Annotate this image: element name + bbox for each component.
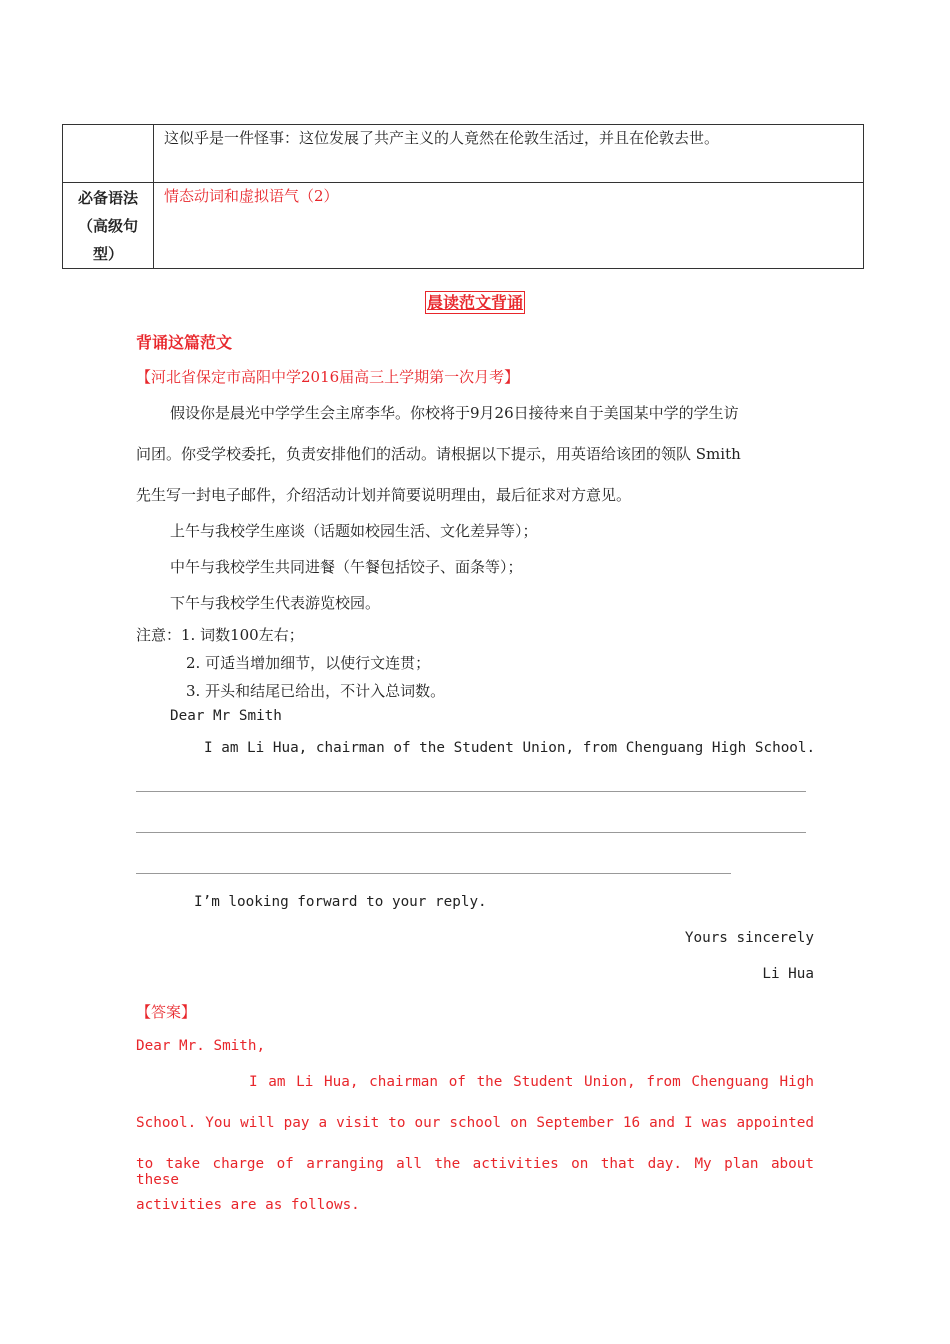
answer-line-3: to take charge of arranging all the activities on that day. My plan about these	[136, 1156, 814, 1188]
grammar-label-cell	[63, 183, 154, 269]
section-title: 晨读范文背诵	[427, 293, 524, 312]
prompt-item-2: 中午与我校学生共同进餐（午餐包括饺子、面条等）；	[170, 558, 523, 576]
translation-cell: 这似乎是一件怪事：这位发展了共产主义的人竟然在伦敦生活过，并且在伦敦去世。	[154, 125, 864, 183]
writing-line-2	[136, 832, 806, 833]
note-3: 3. 开头和结尾已给出，不计入总词数。	[186, 682, 446, 700]
table-cell-empty	[63, 125, 154, 183]
letter-salutation: Dear Mr Smith	[170, 708, 282, 724]
answer-line-4: activities are as follows.	[136, 1197, 360, 1213]
answer-line-1: I am Li Hua, chairman of the Student Union, from Chenguang High	[249, 1074, 814, 1090]
prompt-line-3: 先生写一封电子邮件，介绍活动计划并简要说明理由，最后征求对方意见。	[136, 486, 632, 504]
prompt-line-2: 问团。你受学校委托，负责安排他们的活动。请根据以下提示，用英语给该团的领队 Smith	[136, 445, 741, 463]
grammar-label-line2: （高级句	[77, 217, 138, 235]
letter-signoff: Yours sincerely	[684, 930, 814, 946]
subtitle: 背诵这篇范文	[136, 333, 233, 352]
letter-name: Li Hua	[762, 966, 814, 982]
grammar-label-line3: 型）	[92, 245, 123, 263]
prompt-line-1: 假设你是晨光中学学生会主席李华。你校将于9月26日接待来自于美国某中学的学生访	[170, 404, 739, 422]
answer-label: 【答案】	[136, 1003, 197, 1021]
grammar-label-line1: 必备语法	[77, 189, 138, 207]
note-2: 2. 可适当增加细节，以使行文连贯；	[186, 654, 431, 672]
answer-salutation: Dear Mr. Smith,	[136, 1038, 266, 1054]
letter-opening: I am Li Hua, chairman of the Student Union, from Chenguang High School.	[204, 740, 816, 756]
answer-line-2: School. You will pay a visit to our school on September 16 and I was appointed	[136, 1115, 814, 1131]
prompt-item-3: 下午与我校学生代表游览校园。	[170, 594, 381, 612]
writing-line-1	[136, 791, 806, 792]
letter-closing: I’m looking forward to your reply.	[194, 894, 487, 910]
prompt-item-1: 上午与我校学生座谈（话题如校园生活、文化差异等）；	[170, 522, 538, 540]
writing-line-3	[136, 873, 731, 874]
grammar-topic-cell: 情态动词和虚拟语气（2）	[154, 183, 864, 269]
info-table	[62, 124, 864, 269]
note-1: 注意：1. 词数100左右；	[136, 626, 304, 644]
exam-source: 【河北省保定市高阳中学2016届高三上学期第一次月考】	[136, 368, 520, 386]
